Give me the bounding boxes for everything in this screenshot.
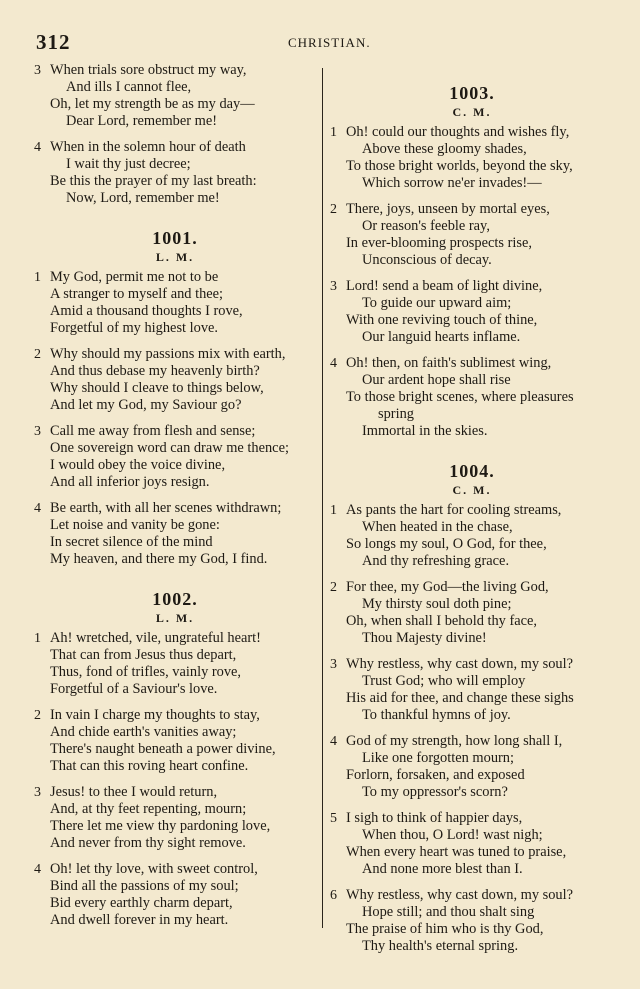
verse-line: When every heart was tuned to praise, bbox=[346, 844, 567, 860]
verse-line: When in the solemn hour of death bbox=[50, 139, 246, 155]
verse-line: Like one forgotten mourn; bbox=[362, 750, 515, 766]
hymn bbox=[30, 227, 320, 568]
verse-line: In ever-blooming prospects rise, bbox=[346, 235, 532, 251]
stanza-number: 2 bbox=[34, 347, 41, 362]
verse-line: And ills I cannot flee, bbox=[66, 79, 192, 95]
verse-line: Let noise and vanity be gone: bbox=[50, 517, 220, 533]
verse-line: And none more blest than I. bbox=[362, 861, 523, 877]
verse-line: To thankful hymns of joy. bbox=[362, 707, 511, 723]
verse-line: The praise of him who is thy God, bbox=[346, 921, 544, 937]
verse-line: Amid a thousand thoughts I rove, bbox=[50, 303, 243, 319]
verse-line: For thee, my God—the living God, bbox=[346, 579, 549, 595]
verse-line: There let me view thy pardoning love, bbox=[50, 818, 271, 834]
verse-line: And thy refreshing grace. bbox=[362, 553, 510, 569]
stanza bbox=[30, 62, 320, 130]
verse-line: Bind all the passions of my soul; bbox=[50, 878, 239, 894]
stanza-number: 4 bbox=[34, 862, 41, 877]
verse-line: Now, Lord, remember me! bbox=[66, 190, 220, 206]
hymn-number: 1003. bbox=[449, 83, 495, 103]
stanza-number: 1 bbox=[34, 270, 41, 285]
stanza-number: 2 bbox=[330, 580, 337, 595]
verse-line: To my oppressor's scorn? bbox=[362, 784, 508, 800]
verse-line: As pants the hart for cooling streams, bbox=[346, 502, 562, 518]
verse-line: Oh! let thy love, with sweet control, bbox=[50, 861, 258, 877]
verse-line: There, joys, unseen by mortal eyes, bbox=[346, 201, 550, 217]
verse-line: My thirsty soul doth pine; bbox=[362, 596, 512, 612]
verse-line: So longs my soul, O God, for thee, bbox=[346, 536, 547, 552]
verse-line: Oh! could our thoughts and wishes fly, bbox=[346, 124, 570, 140]
stanza bbox=[30, 630, 320, 698]
verse-line: A stranger to myself and thee; bbox=[50, 286, 224, 302]
hymn-meter: C. M. bbox=[452, 105, 492, 119]
verse-line: To guide our upward aim; bbox=[362, 295, 512, 311]
stanza-number: 2 bbox=[34, 708, 41, 723]
hymn bbox=[30, 588, 320, 929]
stanza bbox=[326, 579, 618, 647]
verse-line: One sovereign word can draw me thence; bbox=[50, 440, 289, 456]
verse-line: Call me away from flesh and sense; bbox=[50, 423, 256, 439]
verse-line: Unconscious of decay. bbox=[362, 252, 492, 268]
verse-line: To those bright scenes, where pleasures bbox=[346, 389, 574, 405]
verse-line: Why restless, why cast down, my soul? bbox=[346, 887, 574, 903]
stanza bbox=[30, 707, 320, 775]
stanza bbox=[326, 656, 618, 724]
verse-line: There's naught beneath a power divine, bbox=[50, 741, 276, 757]
verse-line: Forgetful of a Saviour's love. bbox=[50, 681, 218, 697]
stanza bbox=[326, 124, 618, 192]
hymn bbox=[326, 82, 618, 440]
verse-line: I wait thy just decree; bbox=[66, 156, 191, 172]
stanza bbox=[30, 500, 320, 568]
stanza-number: 3 bbox=[34, 785, 41, 800]
verse-line: Be earth, with all her scenes withdrawn; bbox=[50, 500, 282, 516]
verse-line: When thou, O Lord! wast nigh; bbox=[362, 827, 543, 843]
stanza bbox=[30, 269, 320, 337]
stanza-number: 1 bbox=[34, 631, 41, 646]
verse-line: When trials sore obstruct my way, bbox=[50, 62, 247, 78]
verse-line: Our ardent hope shall rise bbox=[362, 372, 511, 388]
verse-line: God of my strength, how long shall I, bbox=[346, 733, 563, 749]
stanza bbox=[326, 502, 618, 570]
verse-line: Why should my passions mix with earth, bbox=[50, 346, 286, 362]
stanza-number: 6 bbox=[330, 888, 337, 903]
stanza-number: 5 bbox=[330, 811, 337, 826]
verse-line: Thou Majesty divine! bbox=[362, 630, 487, 646]
hymn bbox=[326, 460, 618, 955]
left-column bbox=[30, 62, 320, 938]
stanza-number: 2 bbox=[330, 202, 337, 217]
verse-line: With one reviving touch of thine, bbox=[346, 312, 538, 328]
verse-line: Hope still; and thou shalt sing bbox=[362, 904, 535, 920]
verse-line: Forlorn, forsaken, and exposed bbox=[346, 767, 525, 783]
verse-line: Be this the prayer of my last breath: bbox=[50, 173, 257, 189]
verse-line: Or reason's feeble ray, bbox=[362, 218, 490, 234]
verse-line: And all inferior joys resign. bbox=[50, 474, 210, 490]
column-divider bbox=[322, 68, 323, 928]
hymn-meter: C. M. bbox=[452, 483, 492, 497]
page-number: 312 bbox=[36, 30, 71, 54]
stanza bbox=[326, 278, 618, 346]
stanza-number: 4 bbox=[34, 140, 41, 155]
verse-line: Jesus! to thee I would return, bbox=[50, 784, 218, 800]
verse-line: Above these gloomy shades, bbox=[362, 141, 527, 157]
verse-line: Immortal in the skies. bbox=[362, 423, 488, 439]
verse-line: Bid every earthly charm depart, bbox=[50, 895, 233, 911]
stanza bbox=[326, 355, 618, 440]
verse-line: And thus debase my heavenly birth? bbox=[50, 363, 260, 379]
verse-line: Forgetful of my highest love. bbox=[50, 320, 219, 336]
verse-line: Ah! wretched, vile, ungrateful heart! bbox=[50, 630, 261, 646]
hymn bbox=[30, 62, 320, 207]
stanza bbox=[326, 733, 618, 801]
verse-line: Oh, when shall I behold thy face, bbox=[346, 613, 538, 629]
stanza bbox=[30, 861, 320, 929]
stanza-number: 1 bbox=[330, 125, 337, 140]
verse-line: My heaven, and there my God, I find. bbox=[50, 551, 268, 567]
stanza-number: 1 bbox=[330, 503, 337, 518]
verse-line: Oh, let my strength be as my day— bbox=[50, 96, 255, 112]
stanza bbox=[30, 784, 320, 852]
hymn-meter: L. M. bbox=[155, 250, 195, 264]
running-head: CHRISTIAN. bbox=[288, 35, 371, 50]
stanza-number: 4 bbox=[34, 501, 41, 516]
verse-line: His aid for thee, and change these sighs bbox=[346, 690, 574, 706]
verse-line: And chide earth's vanities away; bbox=[50, 724, 237, 740]
verse-line: In vain I charge my thoughts to stay, bbox=[50, 707, 260, 723]
stanza-number: 4 bbox=[330, 356, 337, 371]
verse-line: That can this roving heart confine. bbox=[50, 758, 249, 774]
verse-line: Our languid hearts inflame. bbox=[362, 329, 521, 345]
stanza bbox=[30, 139, 320, 207]
verse-line: Lord! send a beam of light divine, bbox=[346, 278, 543, 294]
hymn-number: 1001. bbox=[152, 228, 198, 248]
stanza bbox=[326, 810, 618, 878]
verse-line: Why restless, why cast down, my soul? bbox=[346, 656, 574, 672]
verse-line: When heated in the chase, bbox=[362, 519, 513, 535]
hymn-number: 1004. bbox=[449, 461, 495, 481]
stanza bbox=[326, 887, 618, 955]
hymn-meter: L. M. bbox=[155, 611, 195, 625]
verse-line: Dear Lord, remember me! bbox=[66, 113, 218, 129]
stanza bbox=[30, 423, 320, 491]
stanza-number: 3 bbox=[330, 657, 337, 672]
stanza-number: 4 bbox=[330, 734, 337, 749]
verse-line: Thus, fond of trifles, vainly rove, bbox=[50, 664, 242, 680]
verse-line: Which sorrow ne'er invades!— bbox=[362, 175, 542, 191]
verse-line: That can from Jesus thus depart, bbox=[50, 647, 237, 663]
hymn-number: 1002. bbox=[152, 589, 198, 609]
verse-line: To those bright worlds, beyond the sky, bbox=[346, 158, 573, 174]
verse-line: I would obey the voice divine, bbox=[50, 457, 226, 473]
stanza-number: 3 bbox=[330, 279, 337, 294]
verse-line: Why should I cleave to things below, bbox=[50, 380, 264, 396]
verse-line: And dwell forever in my heart. bbox=[50, 912, 229, 928]
right-column bbox=[326, 62, 618, 964]
stanza-number: 3 bbox=[34, 424, 41, 439]
stanza bbox=[30, 346, 320, 414]
verse-line: I sigh to think of happier days, bbox=[346, 810, 523, 826]
verse-line: Trust God; who will employ bbox=[362, 673, 526, 689]
stanza-number: 3 bbox=[34, 63, 41, 78]
verse-line: Thy health's eternal spring. bbox=[362, 938, 519, 954]
verse-line: And never from thy sight remove. bbox=[50, 835, 246, 851]
verse-line: In secret silence of the mind bbox=[50, 534, 213, 550]
verse-line: And let my God, my Saviour go? bbox=[50, 397, 242, 413]
stanza bbox=[326, 201, 618, 269]
verse-line: Oh! then, on faith's sublimest wing, bbox=[346, 355, 552, 371]
verse-line: spring bbox=[378, 406, 414, 422]
verse-line: And, at thy feet repenting, mourn; bbox=[50, 801, 247, 817]
verse-line: My God, permit me not to be bbox=[50, 269, 219, 285]
